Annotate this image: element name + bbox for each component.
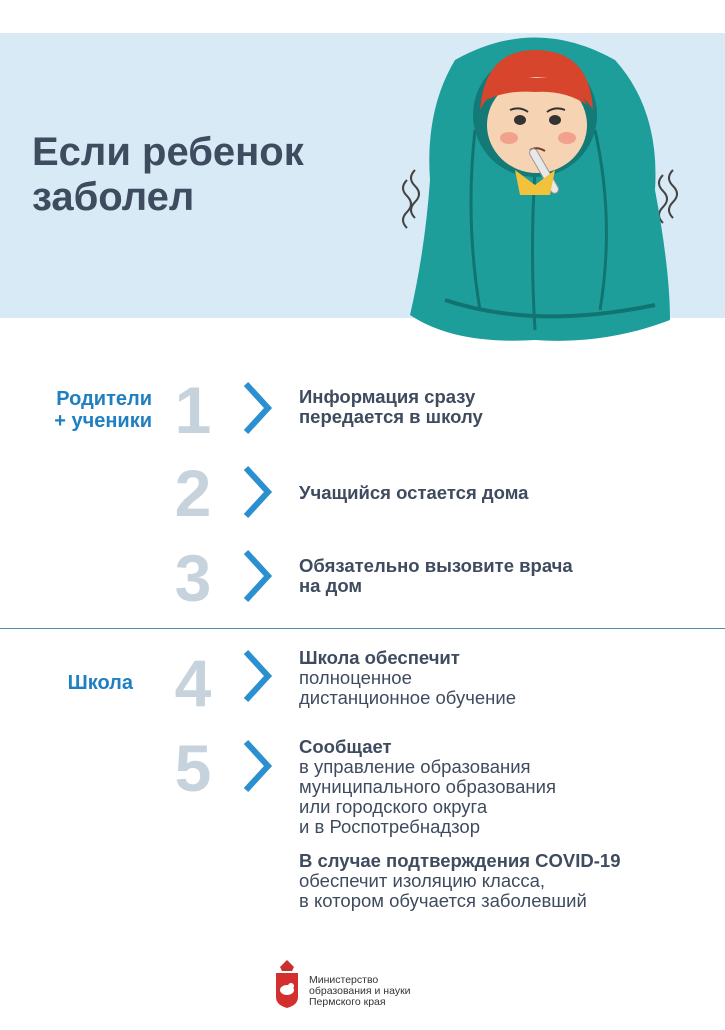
section-divider — [0, 628, 725, 629]
chevron-right-icon — [240, 546, 276, 606]
step-1-number: 1 — [174, 373, 212, 447]
covid-note: В случае подтверждения COVID-19 обеспечит изоляцию класса, в котором обучается заболевший — [299, 850, 621, 911]
chevron-right-icon — [240, 378, 276, 438]
chevron-right-icon — [240, 646, 276, 706]
step-5-number: 5 — [174, 731, 212, 805]
coat-of-arms-logo — [274, 957, 300, 1009]
step-3-text: Обязательно вызовите врача на дом — [299, 555, 573, 596]
step-5-text: Сообщает в управление образования муниципального образования или городского округа и в Роспотребнадзор — [299, 736, 556, 837]
group-label-school: Школа — [67, 672, 133, 694]
step-4-text: Школа обеспечит полноценное дистанционное обучение — [299, 647, 517, 708]
chevron-right-icon — [240, 736, 276, 796]
step-1-text: Информация сразу передается в школу — [299, 386, 483, 427]
step-2-text: Учащийся остается дома — [299, 482, 529, 503]
step-3-number: 3 — [174, 541, 212, 615]
step-4-number: 4 — [174, 646, 212, 720]
footer-ministry: Министерство образования и науки Пермского края — [309, 974, 411, 1008]
group-label-parents: Родители + ученики — [54, 388, 152, 432]
title-line-2: заболел — [32, 175, 195, 219]
page-title — [32, 130, 304, 220]
sick-child-illustration — [385, 20, 695, 350]
chevron-right-icon — [240, 462, 276, 522]
step-2-number: 2 — [174, 456, 212, 530]
title-line-1: Если ребенок — [32, 130, 304, 174]
